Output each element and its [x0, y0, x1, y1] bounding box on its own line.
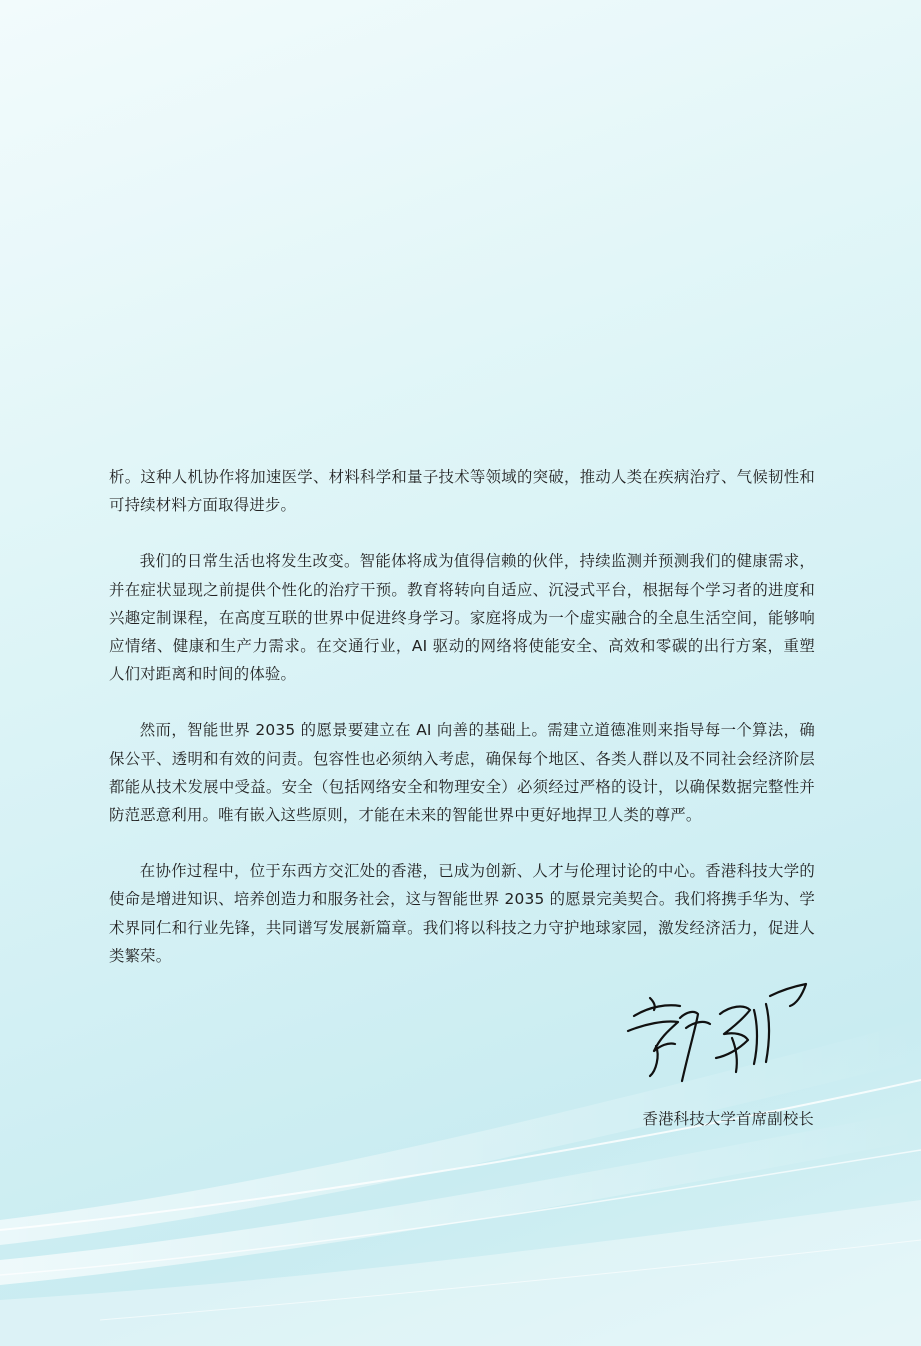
letter-body	[109, 463, 815, 998]
paragraph-3: 然而，智能世界 2035 的愿景要建立在 AI 向善的基础上。需建立道德准则来指导每一个算法，确保公平、透明和有效的问责。包容性也必须纳入考虑，确保每个地区、各类人群以及不同社会经济阶层都能从技术发展中受益。安全（包括网络安全和物理安全）必须经过严格的设计，以确保数据完整性并防范恶意利用。唯有嵌入这些原则，才能在未来的智能世界中更好地捍卫人类的尊严。	[109, 721, 815, 825]
paragraph-2: 我们的日常生活也将发生改变。智能体将成为值得信赖的伙伴，持续监测并预测我们的健康需求，并在症状显现之前提供个性化的治疗干预。教育将转向自适应、沉浸式平台，根据每个学习者的进度和兴趣定制课程，在高度互联的世界中促进终身学习。家庭将成为一个虚实融合的全息生活空间，能够响应情绪、健康和生产力需求。在交通行业，AI 驱动的网络将使能安全、高效和零碳的出行方案，重塑人们对距离和时间的体验。	[109, 552, 815, 684]
handwritten-signature	[620, 976, 810, 1091]
signatory-title: 香港科技大学首席副校长	[642, 1110, 814, 1128]
paragraph-4: 在协作过程中，位于东西方交汇处的香港，已成为创新、人才与伦理讨论的中心。香港科技大学的使命是增进知识、培养创造力和服务社会，这与智能世界 2035 的愿景完美契合。我们将携手华为、学术界同仁和行业先锋，共同谱写发展新篇章。我们将以科技之力守护地球家园，激发经济活力，促进人类繁荣。	[109, 862, 815, 965]
paragraph-1: 析。这种人机协作将加速医学、材料科学和量子技术等领域的突破，推动人类在疾病治疗、气候韧性和可持续材料方面取得进步。	[109, 468, 815, 515]
